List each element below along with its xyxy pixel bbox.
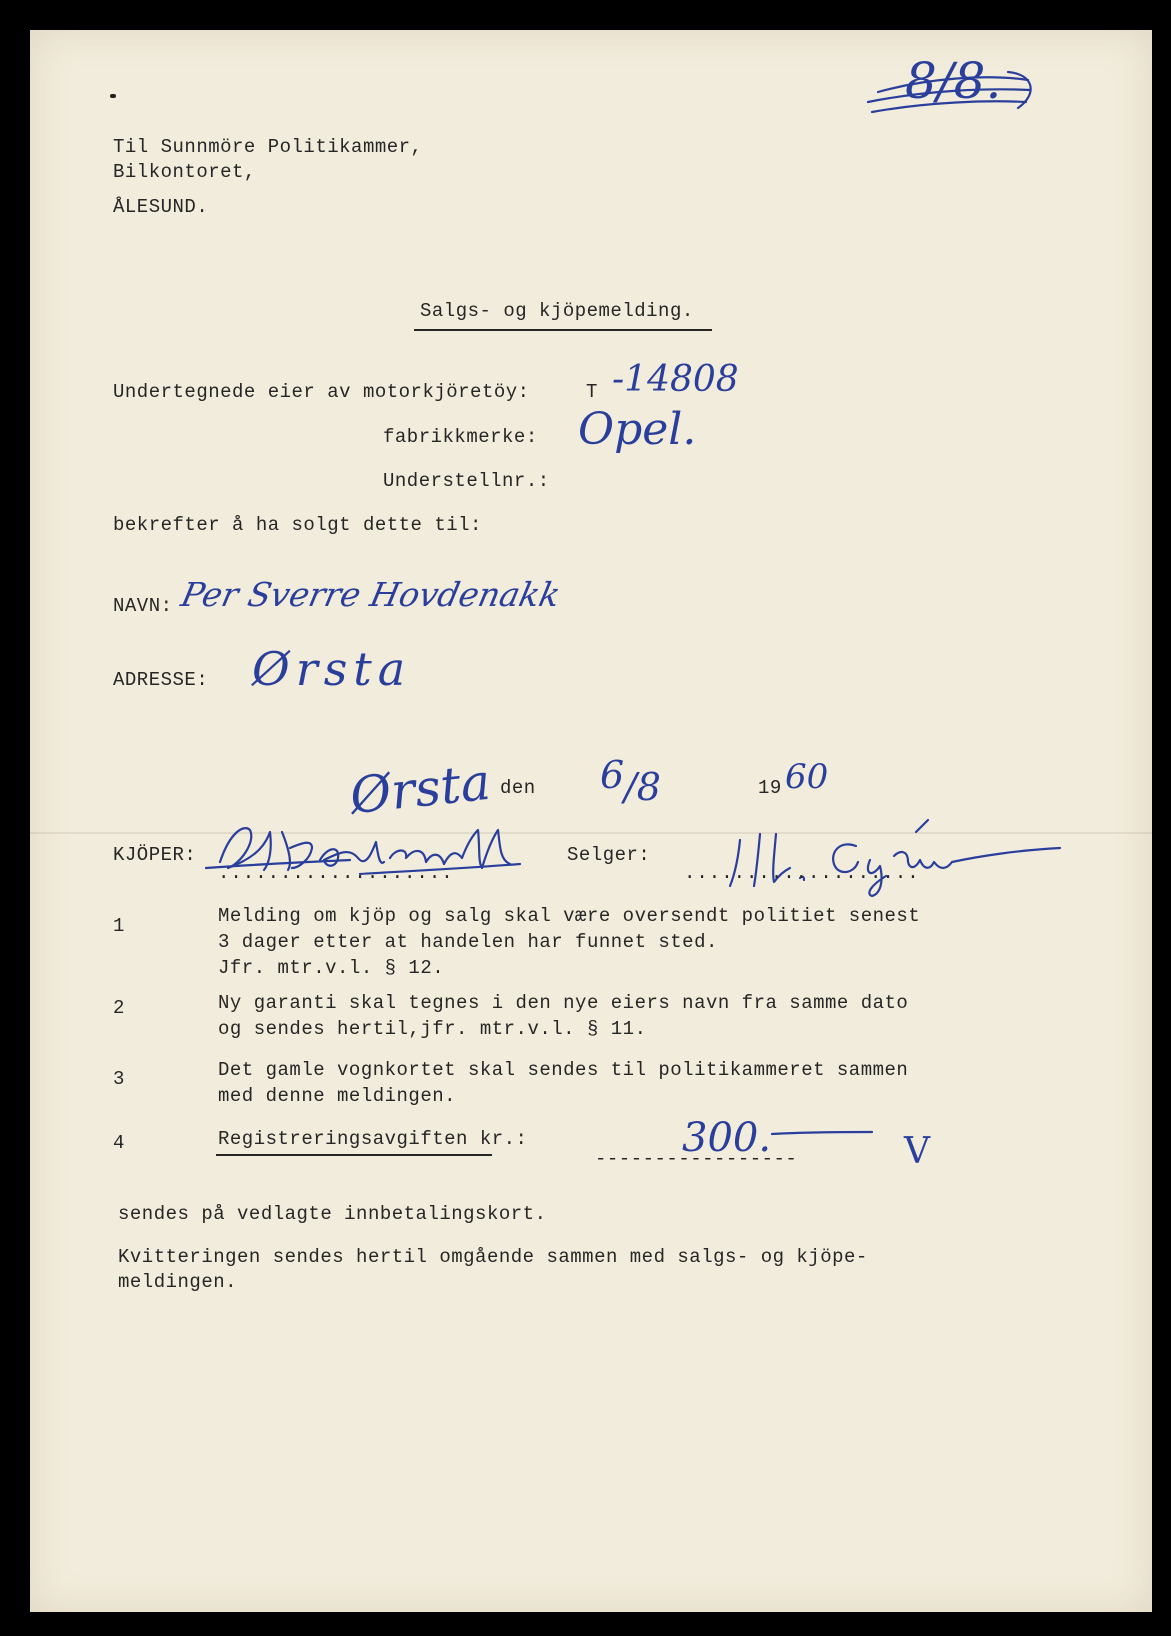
- fee-check-mark: V: [904, 1131, 930, 1172]
- reg-number: -14808: [612, 359, 739, 400]
- buyer-sign-dots: ...................: [218, 862, 454, 884]
- date-place: Ørsta: [347, 752, 494, 826]
- address-label: ADRESSE:: [113, 669, 209, 691]
- chassis-label: Understellnr.:: [383, 470, 550, 492]
- seller-sign-dots: ...................: [684, 862, 920, 884]
- reg-prefix: T: [586, 381, 598, 403]
- make-value: Opel.: [578, 404, 697, 455]
- item-2-number: 2: [113, 997, 125, 1019]
- item-4-line-1: Registreringsavgiften kr.:: [218, 1128, 528, 1150]
- item-3-line-2: med denne meldingen.: [218, 1085, 457, 1107]
- punch-mark: [110, 94, 116, 98]
- item-2-line-2: og sendes hertil,jfr. mtr.v.l. § 11.: [218, 1018, 647, 1040]
- date-day: 6: [600, 753, 625, 797]
- name-label: NAVN:: [113, 595, 173, 617]
- name-value: Per Sverre Hovdenakk: [177, 575, 564, 614]
- date-den-label: den: [500, 777, 536, 799]
- item-3-line-1: Det gamle vognkortet skal sendes til politikammeret sammen: [218, 1059, 909, 1081]
- fee-underline-stroke: [768, 1124, 878, 1144]
- seller-sign-label: Selger:: [567, 844, 651, 866]
- item-4-number: 4: [113, 1132, 125, 1154]
- footer-line-2: Kvitteringen sendes hertil omgående sammen med salgs- og kjöpe-: [118, 1246, 868, 1268]
- addressee-line-2: Bilkontoret,: [113, 161, 256, 183]
- addressee-line-1: Til Sunnmöre Politikammer,: [113, 136, 423, 158]
- item-1-number: 1: [113, 915, 125, 937]
- fee-amount: 300.: [682, 1115, 772, 1161]
- buyer-sign-label: KJÖPER:: [113, 844, 197, 866]
- date-year-prefix: 19: [758, 777, 782, 799]
- item-3-number: 3: [113, 1068, 125, 1090]
- title-underline: [414, 329, 712, 331]
- addressee-line-3: ÅLESUND.: [113, 196, 209, 218]
- address-value: Ørsta: [252, 642, 412, 696]
- make-label: fabrikkmerke:: [383, 426, 538, 448]
- page-title: Salgs- og kjöpemelding.: [420, 300, 694, 322]
- item-1-line-2: 3 dager etter at handelen har funnet sted.: [218, 931, 718, 953]
- owner-label: Undertegnede eier av motorkjöretöy:: [113, 381, 530, 403]
- date-month: /8: [624, 765, 661, 809]
- footer-line-3: meldingen.: [118, 1271, 238, 1293]
- footer-line-1: sendes på vedlagte innbetalingskort.: [118, 1203, 547, 1225]
- fee-label-underline: [216, 1154, 492, 1156]
- corner-mark: 8/8.: [905, 52, 1002, 110]
- confirm-text: bekrefter å ha solgt dette til:: [113, 514, 482, 536]
- fee-dashes: -----------------: [595, 1148, 798, 1170]
- item-1-line-1: Melding om kjöp og salg skal være oversendt politiet senest: [218, 905, 921, 927]
- item-2-line-1: Ny garanti skal tegnes i den nye eiers navn fra samme dato: [218, 992, 909, 1014]
- date-year-suffix: 60: [785, 757, 829, 797]
- item-1-line-3: Jfr. mtr.v.l. § 12.: [218, 957, 445, 979]
